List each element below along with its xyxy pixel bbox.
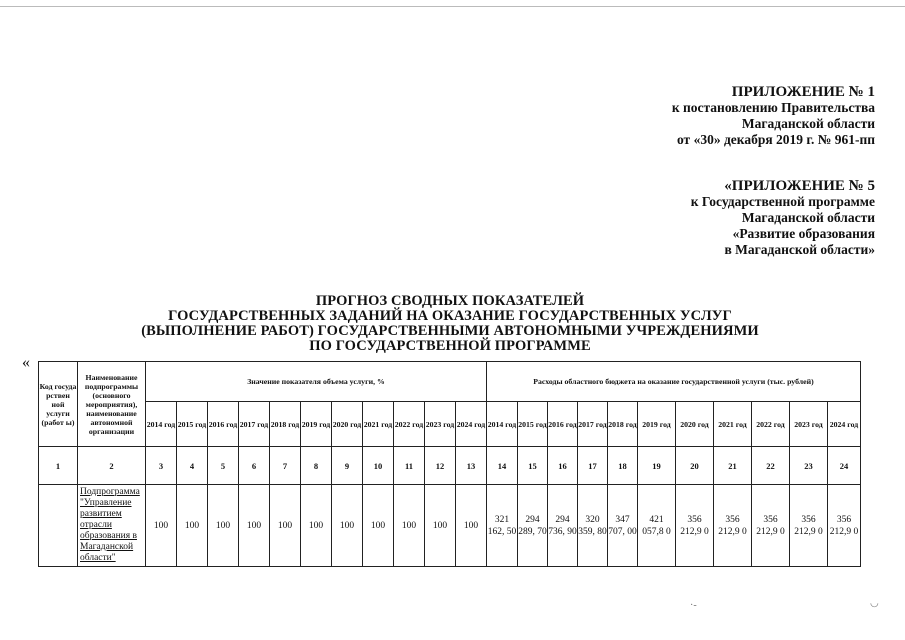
header-service-code: Код госуда рствен ной услуги (работ ы)	[39, 362, 78, 447]
volume-value-10: 100	[425, 485, 456, 567]
volume-year-10: 2023 год	[425, 402, 456, 447]
expense-value-8: 356 212,9 0	[714, 485, 752, 567]
column-number-13: 13	[456, 447, 487, 485]
column-number-24: 24	[828, 447, 861, 485]
appendix-1-header	[672, 84, 875, 148]
column-number-1: 1	[39, 447, 78, 485]
column-number-16: 16	[548, 447, 578, 485]
volume-value-3: 100	[208, 485, 239, 567]
expense-year-8: 2021 год	[714, 402, 752, 447]
title-line-4: ПО ГОСУДАРСТВЕННОЙ ПРОГРАММЕ	[309, 338, 591, 354]
volume-value-9: 100	[394, 485, 425, 567]
volume-year-11: 2024 год	[456, 402, 487, 447]
expense-value-11: 356 212,9 0	[828, 485, 861, 567]
column-number-6: 6	[239, 447, 270, 485]
header-subprogram-name: Наименование подпрограммы (основного мероприятия), наименование автономной организации	[78, 362, 146, 447]
document-title	[100, 294, 800, 354]
expense-value-5: 347 707, 00	[608, 485, 638, 567]
title-line-3: (ВЫПОЛНЕНИЕ РАБОТ) ГОСУДАРСТВЕННЫМИ АВТОНОМНЫМИ УЧРЕЖДЕНИЯМИ	[141, 323, 759, 339]
appendix-5-line5: в Магаданской области»	[724, 242, 875, 257]
volume-value-5: 100	[270, 485, 301, 567]
appendix-5-line4: «Развитие образования	[732, 226, 875, 241]
expense-year-6: 2019 год	[638, 402, 676, 447]
row-service-code	[39, 485, 78, 567]
expense-year-1: 2014 год	[487, 402, 518, 447]
volume-value-4: 100	[239, 485, 270, 567]
expense-value-2: 294 289, 70	[518, 485, 548, 567]
column-number-10: 10	[363, 447, 394, 485]
expense-year-11: 2024 год	[828, 402, 861, 447]
expense-value-4: 320 359, 80	[578, 485, 608, 567]
expense-value-7: 356 212,9 0	[676, 485, 714, 567]
column-number-3: 3	[146, 447, 177, 485]
column-number-7: 7	[270, 447, 301, 485]
volume-value-1: 100	[146, 485, 177, 567]
volume-value-7: 100	[332, 485, 363, 567]
expense-year-9: 2022 год	[752, 402, 790, 447]
scan-top-edge	[0, 6, 905, 7]
indicators-table	[38, 361, 861, 567]
volume-year-5: 2018 год	[270, 402, 301, 447]
column-number-21: 21	[714, 447, 752, 485]
appendix-1-line2: к постановлению Правительства	[671, 100, 875, 115]
years-header-row	[39, 402, 861, 447]
scan-smudge-mark: ·-	[690, 600, 697, 611]
appendix-5-header	[691, 178, 875, 258]
expense-value-9: 356 212,9 0	[752, 485, 790, 567]
volume-year-2: 2015 год	[177, 402, 208, 447]
volume-value-11: 100	[456, 485, 487, 567]
volume-year-6: 2019 год	[301, 402, 332, 447]
column-number-19: 19	[638, 447, 676, 485]
volume-value-8: 100	[363, 485, 394, 567]
column-numbers-row	[39, 447, 861, 485]
expense-year-7: 2020 год	[676, 402, 714, 447]
expense-year-2: 2015 год	[518, 402, 548, 447]
column-number-15: 15	[518, 447, 548, 485]
table-row	[39, 485, 861, 567]
expense-value-10: 356 212,9 0	[790, 485, 828, 567]
volume-year-3: 2016 год	[208, 402, 239, 447]
column-number-2: 2	[78, 447, 146, 485]
column-number-17: 17	[578, 447, 608, 485]
column-number-4: 4	[177, 447, 208, 485]
expense-year-4: 2017 год	[578, 402, 608, 447]
volume-value-2: 100	[177, 485, 208, 567]
volume-year-4: 2017 год	[239, 402, 270, 447]
expense-year-5: 2018 год	[608, 402, 638, 447]
header-expenses-group: Расходы областного бюджета на оказание государственной услуги (тыс. рублей)	[487, 362, 861, 402]
column-number-22: 22	[752, 447, 790, 485]
column-number-5: 5	[208, 447, 239, 485]
expense-value-6: 421 057,8 0	[638, 485, 676, 567]
column-number-23: 23	[790, 447, 828, 485]
appendix-1-title: ПРИЛОЖЕНИЕ № 1	[731, 84, 875, 100]
expense-year-3: 2016 год	[548, 402, 578, 447]
appendix-5-line3: Магаданской области	[741, 210, 875, 225]
volume-year-9: 2022 год	[394, 402, 425, 447]
title-line-2: ГОСУДАРСТВЕННЫХ ЗАДАНИЙ НА ОКАЗАНИЕ ГОСУДАРСТВЕННЫХ УСЛУГ	[168, 308, 732, 324]
appendix-5-line2: к Государственной программе	[690, 194, 875, 209]
column-number-8: 8	[301, 447, 332, 485]
expense-value-3: 294 736, 90	[548, 485, 578, 567]
title-line-1: ПРОГНОЗ СВОДНЫХ ПОКАЗАТЕЛЕЙ	[315, 293, 585, 309]
scan-corner-mark: ◡	[870, 598, 879, 609]
column-number-11: 11	[394, 447, 425, 485]
volume-year-1: 2014 год	[146, 402, 177, 447]
appendix-5-title: «ПРИЛОЖЕНИЕ № 5	[724, 178, 875, 194]
volume-year-8: 2021 год	[363, 402, 394, 447]
column-number-9: 9	[332, 447, 363, 485]
row-subprogram-name: Подпрограмма "Управление развитием отрасли образования в Магаданской области"	[78, 485, 146, 567]
column-number-14: 14	[487, 447, 518, 485]
header-volume-group: Значение показателя объема услуги, %	[146, 362, 487, 402]
volume-year-7: 2020 год	[332, 402, 363, 447]
column-number-20: 20	[676, 447, 714, 485]
appendix-1-line3: Магаданской области	[741, 116, 875, 131]
volume-value-6: 100	[301, 485, 332, 567]
expense-year-10: 2023 год	[790, 402, 828, 447]
column-number-12: 12	[425, 447, 456, 485]
appendix-1-line4: от «30» декабря 2019 г. № 961-пп	[676, 132, 875, 147]
expense-value-1: 321 162, 50	[487, 485, 518, 567]
opening-quote-mark: «	[22, 354, 30, 371]
column-number-18: 18	[608, 447, 638, 485]
